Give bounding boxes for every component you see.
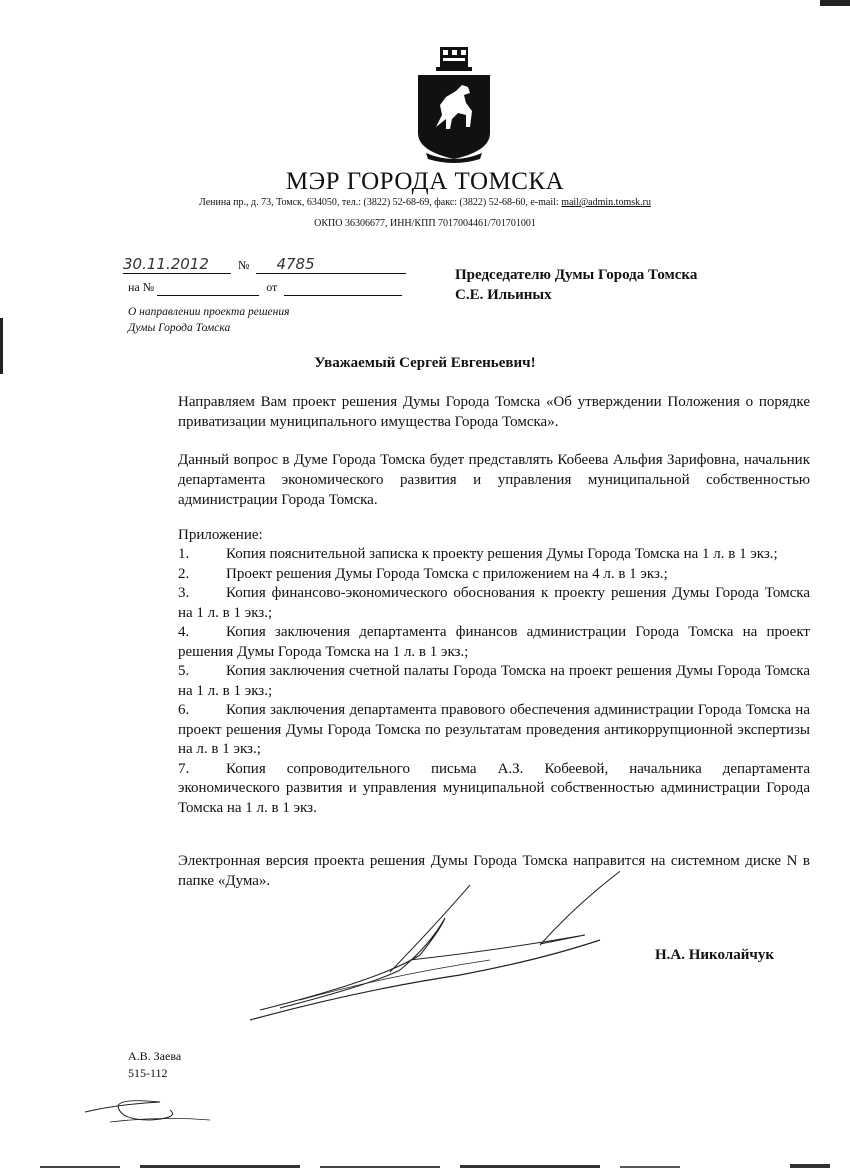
list-item-text: Проект решения Думы Города Томска с приложением на 4 л. в 1 экз.; xyxy=(226,565,668,582)
outgoing-number-field xyxy=(256,255,406,274)
appendix-list xyxy=(178,545,810,818)
email-link[interactable]: mail@admin.tomsk.ru xyxy=(561,197,651,208)
address-line xyxy=(0,197,850,208)
scribble-mark xyxy=(80,1090,220,1130)
scan-noise-strip xyxy=(0,1158,850,1170)
list-item xyxy=(178,760,810,819)
list-item-number: 5. xyxy=(178,663,190,679)
reply-on-label: на № xyxy=(128,280,155,294)
reply-reference xyxy=(128,280,402,296)
list-item-text: Копия сопроводительного письма А.З. Кобеевой, начальника департамента экономического развития и управления муниципальной собственностью администрации Города Томска на 1 л. в 1 экз. xyxy=(178,760,810,816)
handwritten-signature xyxy=(240,860,620,1030)
list-item-number: 2. xyxy=(178,565,190,582)
list-item-text: Копия заключения департамента правового обеспечения администрации Города Томска на проект решения Думы Города Томска по результатам проведения антикоррупционной экспертизы на л. в 1 экз.; xyxy=(178,702,810,757)
recipient-name: С.Е. Ильиных xyxy=(455,287,552,303)
executor-block xyxy=(128,1048,181,1082)
reply-number-field xyxy=(157,280,259,296)
body-paragraph-1 xyxy=(178,392,810,432)
subject-block xyxy=(128,304,289,336)
subject-line-1: О направлении проекта решения xyxy=(128,306,290,318)
reply-date-field xyxy=(284,280,402,296)
list-item-text: Копия заключения департамента финансов администрации Города Томска на проект решения Думы Города Томска на 1 л. в 1 экз.; xyxy=(178,624,810,660)
executor-phone: 515-112 xyxy=(128,1066,168,1080)
outgoing-date-field xyxy=(123,255,231,274)
outgoing-number: 4785 xyxy=(276,255,315,273)
address-text: Ленина пр., д. 73, Томск, 634050, тел.: (3822) 52-68-69, факс: (3822) 52-68-60, e-mail: xyxy=(199,197,562,208)
list-item xyxy=(178,701,810,760)
list-item-number: 3. xyxy=(178,585,190,601)
body-paragraph-1-text: Направляем Вам проект решения Думы Города Томска «Об утверждении Положения о порядке приватизации муниципального имущества Города Томска». xyxy=(178,394,810,430)
list-item xyxy=(178,623,810,662)
outgoing-registration xyxy=(123,255,406,274)
list-item-number: 1. xyxy=(178,546,190,562)
list-item-number: 4. xyxy=(178,624,190,640)
from-label: от xyxy=(266,280,278,294)
body-paragraph-2-text: Данный вопрос в Думе Города Томска будет представлять Кобеева Альфия Зарифовна, начальник департамента экономического развития и управления муниципальной собственностью администрации Города Томска. xyxy=(178,452,810,508)
list-item-text: Копия пояснительной записка к проекту решения Думы Города Томска на 1 л. в 1 экз.; xyxy=(226,546,778,562)
list-item-number: 6. xyxy=(178,702,190,718)
list-item xyxy=(178,565,810,585)
list-item xyxy=(178,584,810,623)
list-item xyxy=(178,662,810,701)
signer-name: Н.А. Николайчук xyxy=(655,947,774,963)
executor-name: А.В. Заева xyxy=(128,1049,182,1063)
recipient-title: Председателю Думы Города Томска xyxy=(455,267,698,283)
outgoing-date: 30.11.2012 xyxy=(123,255,209,273)
list-item-number: 7. xyxy=(178,760,190,777)
list-item xyxy=(178,545,810,565)
list-item-text: Копия заключения счетной палаты Города Томска на проект решения Думы Города Томска на 1 л. в 1 экз.; xyxy=(178,663,810,699)
tomsk-coat-of-arms-icon xyxy=(412,45,496,165)
scan-artifact-corner xyxy=(820,0,850,6)
subject-line-2: Думы Города Томска xyxy=(128,322,231,334)
body-paragraph-2 xyxy=(178,450,810,510)
closing-text: Электронная версия проекта решения Думы Города Томска направится на системном диске N в папке «Дума». xyxy=(178,853,810,889)
number-label: № xyxy=(238,258,250,272)
registration-codes: ОКПО 36306677, ИНН/КПП 7017004461/701701001 xyxy=(314,218,536,229)
page-title: МЭР ГОРОДА ТОМСКА xyxy=(285,168,565,195)
greeting: Уважаемый Сергей Евгеньевич! xyxy=(314,355,536,371)
appendix-heading: Приложение: xyxy=(178,527,263,543)
list-item-text: Копия финансово-экономического обоснования к проекту решения Думы Города Томска на 1 л. в 1 экз.; xyxy=(178,585,810,621)
recipient-block xyxy=(455,265,697,305)
